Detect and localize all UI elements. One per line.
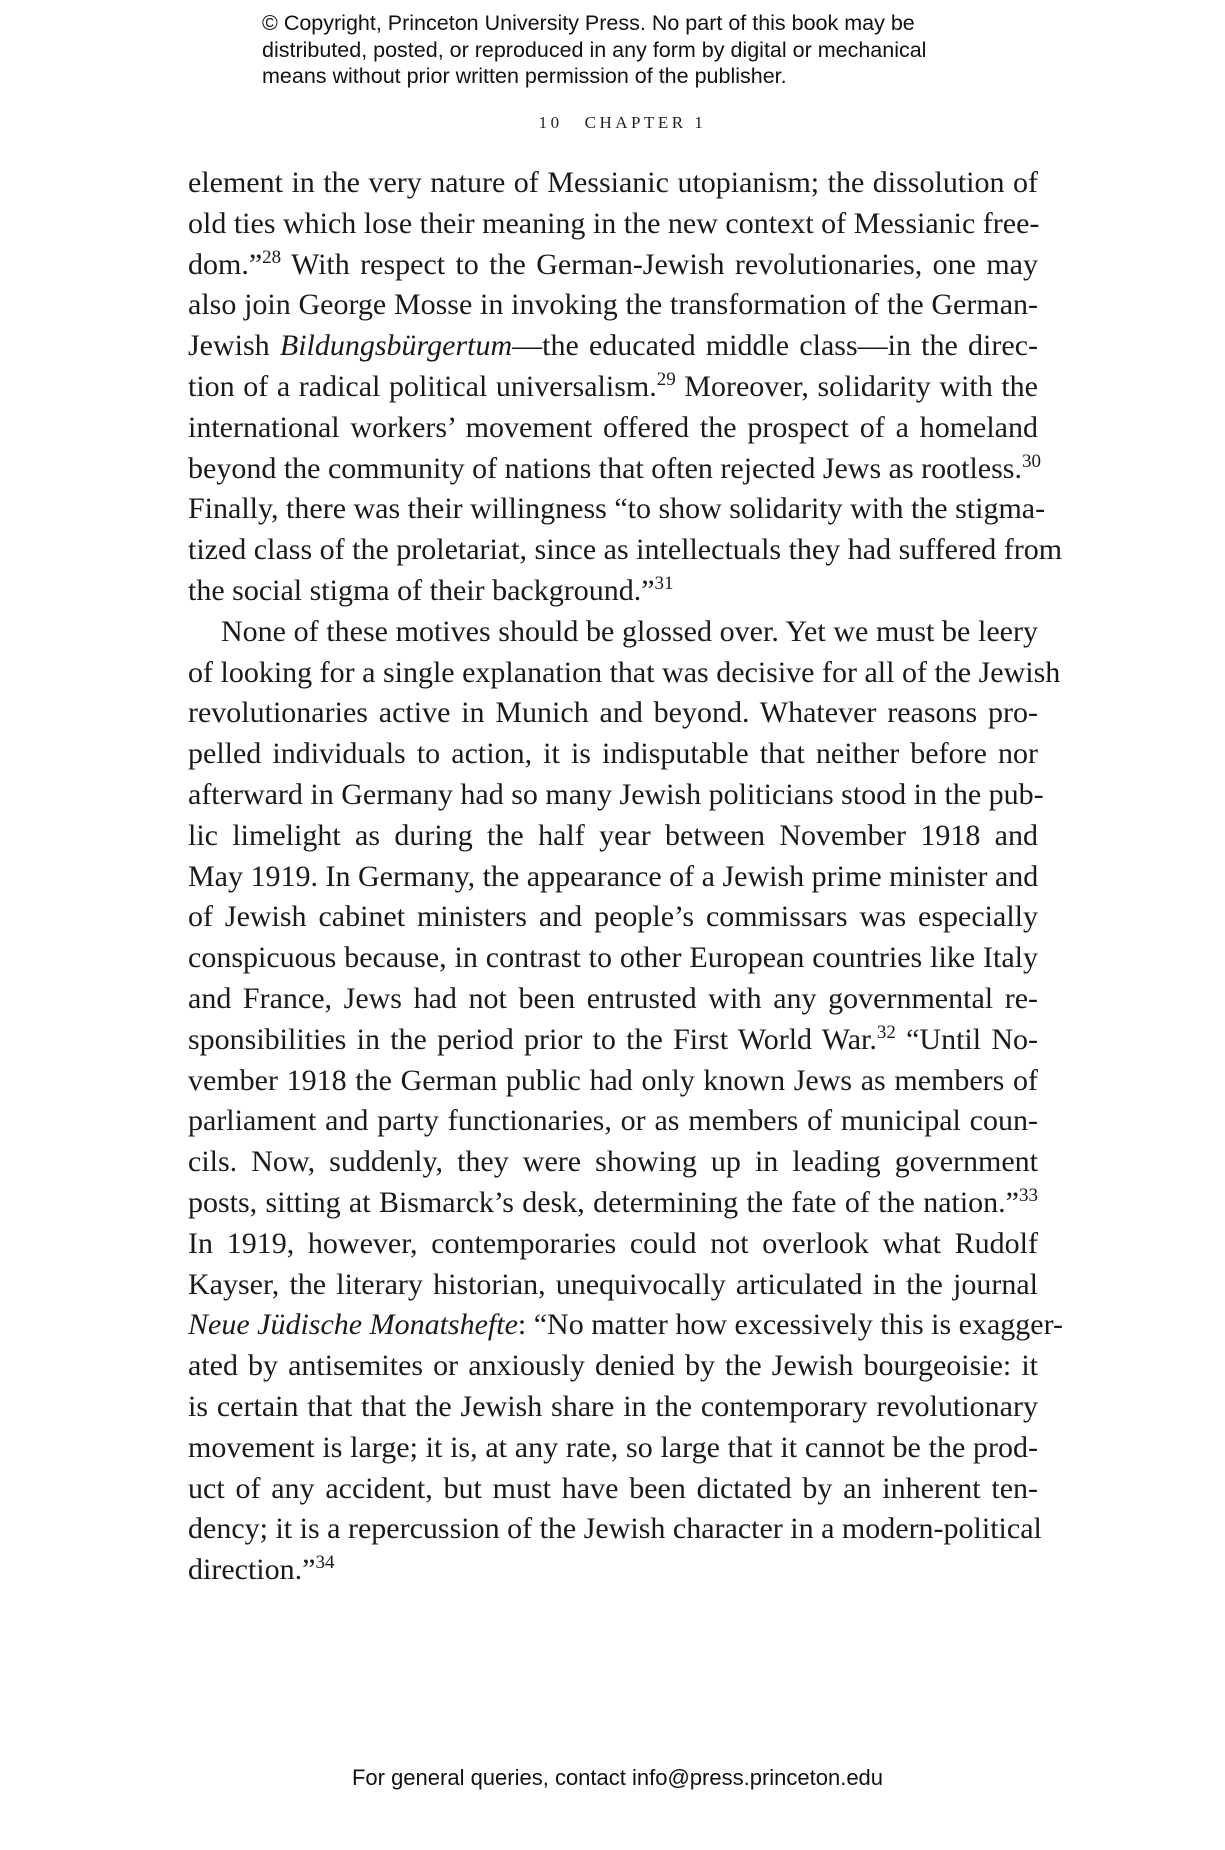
text-line: [188, 1550, 1038, 1591]
chapter-label: CHAPTER 1: [584, 113, 707, 132]
text-run: sponsibilities in the period prior to the First World War.: [188, 1022, 877, 1056]
text-line: revolutionaries active in Munich and beyond. Whatever reasons pro-: [188, 696, 1038, 730]
footer-contact: For general queries, contact info@press.princeton.edu: [351, 1765, 884, 1790]
italic-term: Bildungsbürgertum: [279, 329, 513, 363]
footnote-ref[interactable]: 34: [315, 1552, 335, 1574]
footnote-ref[interactable]: 29: [656, 368, 676, 390]
footnote-ref[interactable]: 32: [876, 1021, 896, 1043]
journal-title: Neue Jüdische Monatshefte: [188, 1308, 518, 1342]
text-line: Finally, there was their willingness “to show solidarity with the stigma-: [188, 492, 1046, 526]
copyright-notice: [262, 10, 1022, 90]
copyright-line: distributed, posted, or reproduced in any form by digital or mechanical: [262, 37, 927, 62]
text-line: May 1919. In Germany, the appearance of a Jewish prime minister and: [188, 859, 1039, 893]
body-text: [188, 163, 1063, 1591]
text-line: is certain that that the Jewish share in the contemporary revolutionary: [188, 1389, 1038, 1423]
text-line: [188, 245, 1038, 286]
footnote-ref[interactable]: 33: [1019, 1184, 1038, 1206]
text-run: posts, sitting at Bismarck’s desk, determining the fate of the nation.”: [188, 1185, 1019, 1219]
text-run: Jewish: [188, 329, 280, 363]
text-run: tion of a radical political universalism.: [188, 369, 657, 403]
text-line: Kayser, the literary historian, unequivocally articulated in the journal: [188, 1267, 1038, 1301]
text-run: —the educated middle class—in the direc-: [512, 329, 1038, 363]
text-line: [188, 1183, 1038, 1224]
page-number: 10: [538, 113, 563, 132]
text-line: None of these motives should be glossed over. Yet we must be leery: [221, 614, 1038, 648]
footnote-ref[interactable]: 28: [262, 246, 282, 268]
copyright-line: means without prior written permission of the publisher.: [262, 64, 787, 88]
text-run: direction.”: [188, 1553, 316, 1587]
text-line: of Jewish cabinet ministers and people’s commissars was especially: [188, 900, 1038, 934]
footnote-ref[interactable]: 30: [1021, 450, 1041, 472]
text-line: [188, 367, 1038, 408]
text-run: Moreover, solidarity with the: [675, 369, 1038, 403]
text-line: [188, 326, 1038, 367]
text-line: [188, 571, 1038, 612]
text-run: dom.”: [188, 247, 263, 281]
text-line: pelled individuals to action, it is indisputable that neither before nor: [188, 737, 1038, 771]
text-line: tized class of the proletariat, since as intellectuals they had suffered from: [188, 533, 1063, 567]
copyright-line: © Copyright, Princeton University Press. No part of this book may be: [262, 11, 915, 35]
text-line: [188, 449, 1041, 490]
text-line: element in the very nature of Messianic utopianism; the dissolution of: [188, 166, 1038, 199]
footnote-ref[interactable]: 31: [654, 572, 674, 594]
text-line: [188, 1020, 1038, 1061]
text-line: vember 1918 the German public had only known Jews as members of: [188, 1063, 1038, 1097]
text-line: movement is large; it is, at any rate, so large that it cannot be the prod-: [188, 1430, 1038, 1464]
text-line: [188, 1305, 1063, 1346]
text-line: parliament and party functionaries, or as members of municipal coun-: [188, 1104, 1038, 1138]
text-line: conspicuous because, in contrast to other European countries like Italy: [188, 941, 1038, 975]
text-run: : “No matter how excessively this is exagger-: [517, 1308, 1063, 1342]
text-line: dency; it is a repercussion of the Jewish character in a modern-political: [188, 1512, 1042, 1546]
text-line: lic limelight as during the half year between November 1918 and: [188, 818, 1038, 852]
text-line: old ties which lose their meaning in the new context of Messianic free-: [188, 206, 1040, 240]
text-run: the social stigma of their background.”: [188, 573, 655, 607]
text-line: and France, Jews had not been entrusted with any governmental re-: [188, 981, 1038, 1015]
running-head: [0, 113, 1225, 133]
text-line: also join George Mosse in invoking the transformation of the German-: [188, 288, 1038, 322]
text-run: beyond the community of nations that often rejected Jews as rootless.: [188, 451, 1022, 485]
text-run: “Until No-: [895, 1022, 1039, 1056]
text-line: of looking for a single explanation that was decisive for all of the Jewish: [188, 655, 1061, 689]
text-line: cils. Now, suddenly, they were showing up in leading government: [188, 1145, 1038, 1179]
text-line: uct of any accident, but must have been dictated by an inherent ten-: [188, 1471, 1038, 1505]
text-run: With respect to the German-Jewish revolutionaries, one may: [281, 247, 1038, 281]
text-line: afterward in Germany had so many Jewish politicians stood in the pub-: [188, 777, 1044, 811]
text-line: ated by antisemites or anxiously denied by the Jewish bourgeoisie: it: [188, 1349, 1038, 1383]
text-line: In 1919, however, contemporaries could not overlook what Rudolf: [188, 1226, 1038, 1260]
text-line: international workers’ movement offered the prospect of a homeland: [188, 410, 1038, 444]
